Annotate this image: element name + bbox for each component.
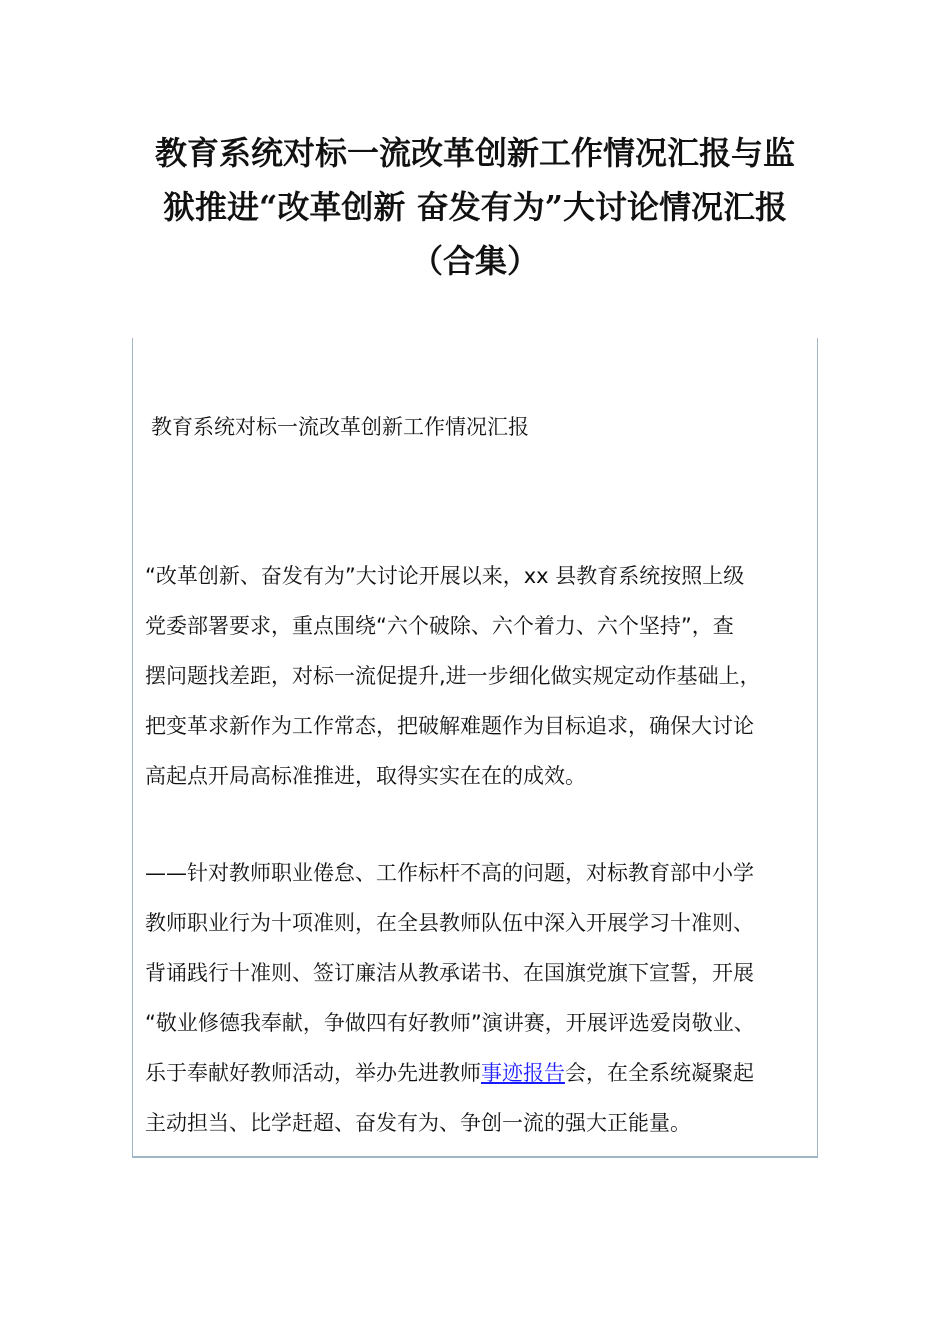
paragraph-2-line: “敬业修德我奉献，争做四有好教师”演讲赛，开展评选爱岗敬业、 [145,1011,755,1035]
paragraph-2-line-with-link [145,1048,805,1098]
paragraph-1-line: 高起点开局高标准推进，取得实实在在的成效。 [145,764,586,788]
paragraph-1-line: 把变革求新作为工作常态，把破解难题作为目标追求，确保大讨论 [145,714,754,738]
paragraph-2-line: 教师职业行为十项准则，在全县教师队伍中深入开展学习十准则、 [145,911,754,935]
content-frame [132,338,818,1158]
paragraph-2 [145,848,805,1148]
paragraph-1-line: 摆问题找差距，对标一流促提升,进一步细化做实规定动作基础上， [145,664,761,688]
document-title [120,126,830,288]
paragraph-1-line: 党委部署要求，重点围绕“六个破除、六个着力、六个坚持”，查 [145,614,734,638]
paragraph-1-line: “改革创新、奋发有为”大讨论开展以来，xx 县教育系统按照上级 [145,564,745,588]
title-line-1: 教育系统对标一流改革创新工作情况汇报与监 [154,134,795,172]
section-heading: 教育系统对标一流改革创新工作情况汇报 [151,415,529,439]
paragraph-2-text-before-link: 乐于奉献好教师活动，举办先进教师 [145,1061,481,1085]
paragraph-2-line: 背诵践行十准则、签订廉洁从教承诺书、在国旗党旗下宣誓，开展 [145,961,754,985]
paragraph-2-text-after-link: 会，在全系统凝聚起 [565,1061,754,1085]
title-line-3: （合集） [410,242,539,280]
story-report-link[interactable]: 事迹报告 [481,1061,565,1085]
paragraph-2-line: ——针对教师职业倦怠、工作标杆不高的问题，对标教育部中小学 [145,861,754,885]
paragraph-2-line: 主动担当、比学赶超、奋发有为、争创一流的强大正能量。 [145,1111,691,1135]
title-line-2: 狱推进“改革创新 奋发有为”大讨论情况汇报 [163,188,787,226]
paragraph-1 [145,551,805,801]
